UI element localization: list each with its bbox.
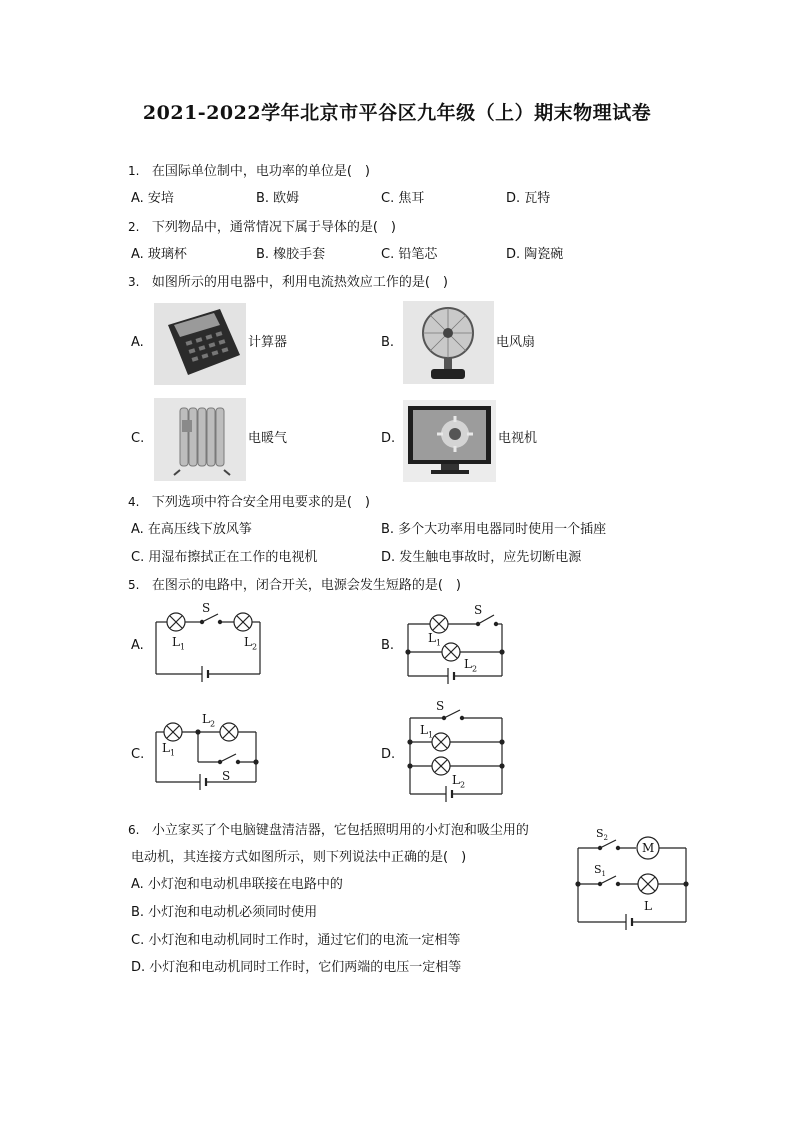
circuit-c-diagram[interactable]: [150, 708, 270, 800]
circuit-a-diagram[interactable]: [150, 600, 270, 692]
circuit-b-diagram[interactable]: [402, 600, 514, 692]
lamp2-label: $L_2$: [452, 773, 466, 790]
q5-number: 5.: [128, 578, 140, 592]
q1-option-b[interactable]: B. 欧姆: [256, 191, 300, 206]
lamp2-label: $L_2$: [464, 657, 478, 674]
q5-option-c-letter[interactable]: C.: [131, 747, 145, 762]
lamp1-label: $L_1$: [162, 741, 176, 758]
q4-number: 4.: [128, 495, 140, 509]
electric-fan-icon[interactable]: [403, 301, 494, 384]
q3-option-c-label: 电暖气: [248, 431, 288, 446]
q4-text: 下列选项中符合安全用电要求的是( ): [151, 495, 371, 510]
q6-option-c[interactable]: C. 小灯泡和电动机同时工作时，通过它们的电流一定相等: [131, 933, 461, 948]
lamp2-label: $L_2$: [202, 712, 216, 729]
q4-option-d[interactable]: D. 发生触电事故时，应先切断电源: [381, 550, 582, 565]
lamp1-label: $L_1$: [428, 631, 442, 648]
switch-s1-label: $S_1$: [594, 863, 607, 879]
q1-option-a[interactable]: A. 安培: [131, 191, 174, 206]
q3-option-d-label: 电视机: [498, 431, 538, 446]
q5-text: 在图示的电路中，闭合开关，电源会发生短路的是( ): [151, 578, 462, 593]
q2-option-d[interactable]: D. 陶瓷碗: [506, 247, 564, 262]
q3-option-d-letter[interactable]: D.: [381, 431, 396, 446]
q6-option-a[interactable]: A. 小灯泡和电动机串联接在电路中的: [131, 877, 343, 892]
q1-number: 1.: [128, 164, 140, 178]
page-title: 2021-2022学年北京市平谷区九年级（上）期末物理试卷: [142, 102, 652, 124]
q3-stem: [128, 274, 448, 291]
q6-stem-line2: 电动机，其连接方式如图所示，则下列说法中正确的是( ): [131, 850, 467, 865]
q2-option-a[interactable]: A. 玻璃杯: [131, 247, 187, 262]
calculator-icon[interactable]: [154, 303, 246, 385]
switch-s2-label: $S_2$: [596, 827, 609, 843]
q6-number: 6.: [128, 823, 140, 837]
q6-circuit-diagram: [570, 826, 694, 932]
lamp1-label: $L_1$: [172, 635, 186, 652]
q4-option-b[interactable]: B. 多个大功率用电器同时使用一个插座: [381, 522, 607, 537]
switch-label: S: [474, 603, 483, 617]
q6-stem-line1: [128, 822, 529, 839]
q6-option-b[interactable]: B. 小灯泡和电动机必须同时使用: [131, 905, 318, 920]
q5-stem: [128, 577, 461, 594]
q4-option-c[interactable]: C. 用湿布擦拭正在工作的电视机: [131, 550, 318, 565]
motor-label: M: [642, 841, 655, 855]
lamp-label: L: [644, 899, 652, 913]
q3-option-a-letter[interactable]: A.: [131, 335, 144, 350]
q1-stem: [128, 163, 370, 180]
q2-stem: [128, 219, 396, 236]
q5-option-d-letter[interactable]: D.: [381, 747, 396, 762]
q5-option-a-letter[interactable]: A.: [131, 638, 144, 653]
heater-icon[interactable]: [154, 398, 246, 481]
q3-option-c-letter[interactable]: C.: [131, 431, 145, 446]
q3-text: 如图所示的用电器中，利用电流热效应工作的是( ): [151, 275, 449, 290]
q2-option-c[interactable]: C. 铅笔芯: [381, 247, 438, 262]
q6-option-d[interactable]: D. 小灯泡和电动机同时工作时，它们两端的电压一定相等: [131, 960, 462, 975]
q6-text-line1: 小立家买了个电脑键盘清洁器，它包括照明用的小灯泡和吸尘用的: [151, 823, 529, 838]
circuit-d-diagram[interactable]: [402, 700, 514, 810]
q1-option-c[interactable]: C. 焦耳: [381, 191, 425, 206]
q3-option-a-label: 计算器: [248, 335, 288, 350]
q5-option-b-letter[interactable]: B.: [381, 638, 395, 653]
q4-stem: [128, 494, 370, 511]
q3-number: 3.: [128, 275, 140, 289]
q2-option-b[interactable]: B. 橡胶手套: [256, 247, 326, 262]
switch-label: S: [222, 769, 231, 783]
q3-option-b-letter[interactable]: B.: [381, 335, 395, 350]
lamp2-label: $L_2$: [244, 635, 258, 652]
q2-number: 2.: [128, 220, 140, 234]
switch-label: S: [436, 699, 445, 713]
television-icon[interactable]: [403, 400, 496, 482]
q3-option-b-label: 电风扇: [496, 335, 536, 350]
lamp1-label: $L_1$: [420, 723, 434, 740]
q1-option-d[interactable]: D. 瓦特: [506, 191, 551, 206]
q1-text: 在国际单位制中，电功率的单位是( ): [151, 164, 371, 179]
q2-text: 下列物品中，通常情况下属于导体的是( ): [151, 220, 397, 235]
switch-label: S: [202, 601, 211, 615]
q4-option-a[interactable]: A. 在高压线下放风筝: [131, 522, 252, 537]
